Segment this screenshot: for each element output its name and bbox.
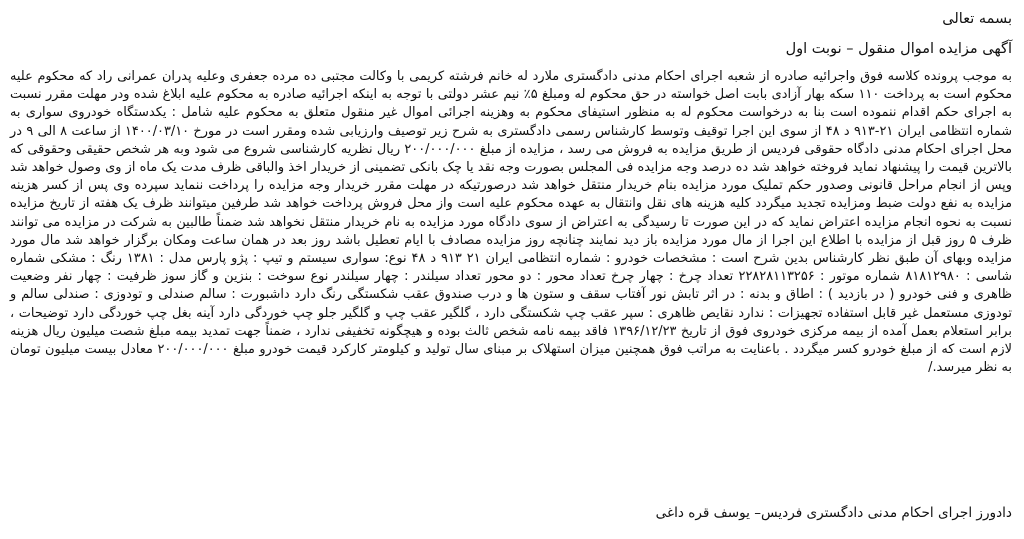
- bismillah-heading: بسمه تعالی: [942, 11, 1012, 27]
- notice-title: آگهی مزایده اموال منقول – نوبت اول: [785, 41, 1012, 57]
- notice-body-paragraph: به موجب پرونده کلاسه فوق واجرائیه صادره از شعبه اجرای احکام مدنی دادگستری ملارد له خانم فرشته کریمی با وکالت مجتبی ده مرده جعفری وعلیه پدران عمرانی راد که محکوم علیه محکوم است به پرداخت ۱۱۰ سکه بهار آزادی بابت اصل خواسته در حق محکوم له ومبلغ ۵٪ نیم عشر دولتی با توجه به اینکه اجرائیه صادره به محکوم علیه ابلاغ شده ودر مهلت مقرر نسبت به اجرای حکم اقدام ننموده است بنا به درخواست محکوم له به منظور استیفای محکوم به وهزینه اجرائی اموال غیر منقول متعلق به محکوم علیه شامل : یکدستگاه خودروی سواری به شماره انتظامی ایران ۲۱-۹۱۳ د ۴۸ از سوی این اجرا توقیف وتوسط کارشناس رسمی دادگستری به شرح زیر توصیف وارزیابی شده ومقرر است در مورخ ۱۴۰۰/۰۳/۱۰ از ساعت ۸ الی ۹ در محل اجرای احکام مدنی دادگاه حقوقی فردیس از طریق مزایده به فروش می رسد ، مزایده از مبلغ ۲۰۰/۰۰۰/۰۰۰ ریال نظریه کارشناسی شروع می شود وبه هر شخص حقیقی وحقوقی که بالاترین قیمت را پیشنهاد نماید فروخته خواهد شد ده درصد وجه مزایده فی المجلس بصورت وجه نقد یا چک بانکی تضمینی از خریدار اخذ والباقی ظرف مدت یک ماه از وی وصول خواهد شد وپس از انجام مراحل قانونی وصدور حکم تملیک مورد مزایده بنام خریدار منتقل خواهد شد درصورتیکه در مهلت مقرر خریدار وجه مزایده را پرداخت ننماید سپرده وی پس از کسر هزینه مزایده به نفع دولت ضبط ومزایده تجدید میگردد کلیه هزینه های نقل وانتقال به عهده محکوم علیه است واز محل فروش پرداخت خواهد شد طرفین میتوانند ظرف یک هفته از تاریخ مزایده نسبت به نحوه انجام مزایده اعتراض نماید که در این صورت تا رسیدگی به اعتراض از سوی دادگاه مورد مزایده به نام خریدار منتقل نخواهد شد ضمناً طالبین به شرکت در مزایده می توانند ظرف ۵ روز قبل از مزایده با اطلاع این اجرا از مال مورد مزایده باز دید نمایند چنانچه روز مزایده مصادف با ایام تعطیل باشد روز بعد در همان ساعت ومکان برگزار خواهد شد مال مورد مزایده وبهای آن طبق نظر کارشناس بدین شرح است : مشخصات خودرو : شماره انتظامی ایران ۲۱ ۹۱۳ د ۴۸ نوع: سواری سیستم و تیپ : پژو پارس مدل : ۱۳۸۱ رنگ : مشکی شماره شاسی : ۸۱۸۱۲۹۸۰ شماره موتور : ۲۲۸۲۸۱۱۳۲۵۶ تعداد چرخ : چهار چرخ تعداد محور : دو محور تعداد سیلندر : چهار سیلندر نوع سوخت : بنزین و گاز سوز ظرفیت : چهار نفر وضعیت ظاهری و فنی خودرو ( در بازدید ) : اطاق و بدنه : در اثر تابش نور آفتاب سقف و ستون ها و درب صندوق عقب شکستگی رنگ دارد داشبورت : سالم صندلی و تودوزی : صندلی سالم و تودوزی مستعمل غیر قابل استفاده تجهیزات : ندارد نقایص ظاهری : سپر عقب چپ شکستگی دارد ، گلگیر عقب چپ و گلگیر جلو چپ خوردگی دارد آینه بغل چپ خوردگی دارد توضیحات ، برابر استعلام بعمل آمده از بیمه مرکزی خودروی فوق از تاریخ ۱۳۹۶/۱۲/۲۳ فاقد بیمه نامه شخص ثالث بوده و هیچگونه تخفیفی ندارد ، ضمناً جهت تمدید بیمه مبلغ شصت میلیون ریال هزینه لازم است که از مبلغ خودرو کسر میگردد . باعنایت به مراتب فوق همچنین میزان استهلاک بر مبنای سال تولید و کیلومتر کارکرد قیمت خودرو مبلغ ۲۰۰/۰۰۰/۰۰۰ معادل بیست میلیون تومان به نظر میرسد./: [10, 69, 1013, 376]
- signature-line: دادورز اجرای احکام مدنی دادگستری فردیس– یوسف قره داغی: [655, 505, 1012, 521]
